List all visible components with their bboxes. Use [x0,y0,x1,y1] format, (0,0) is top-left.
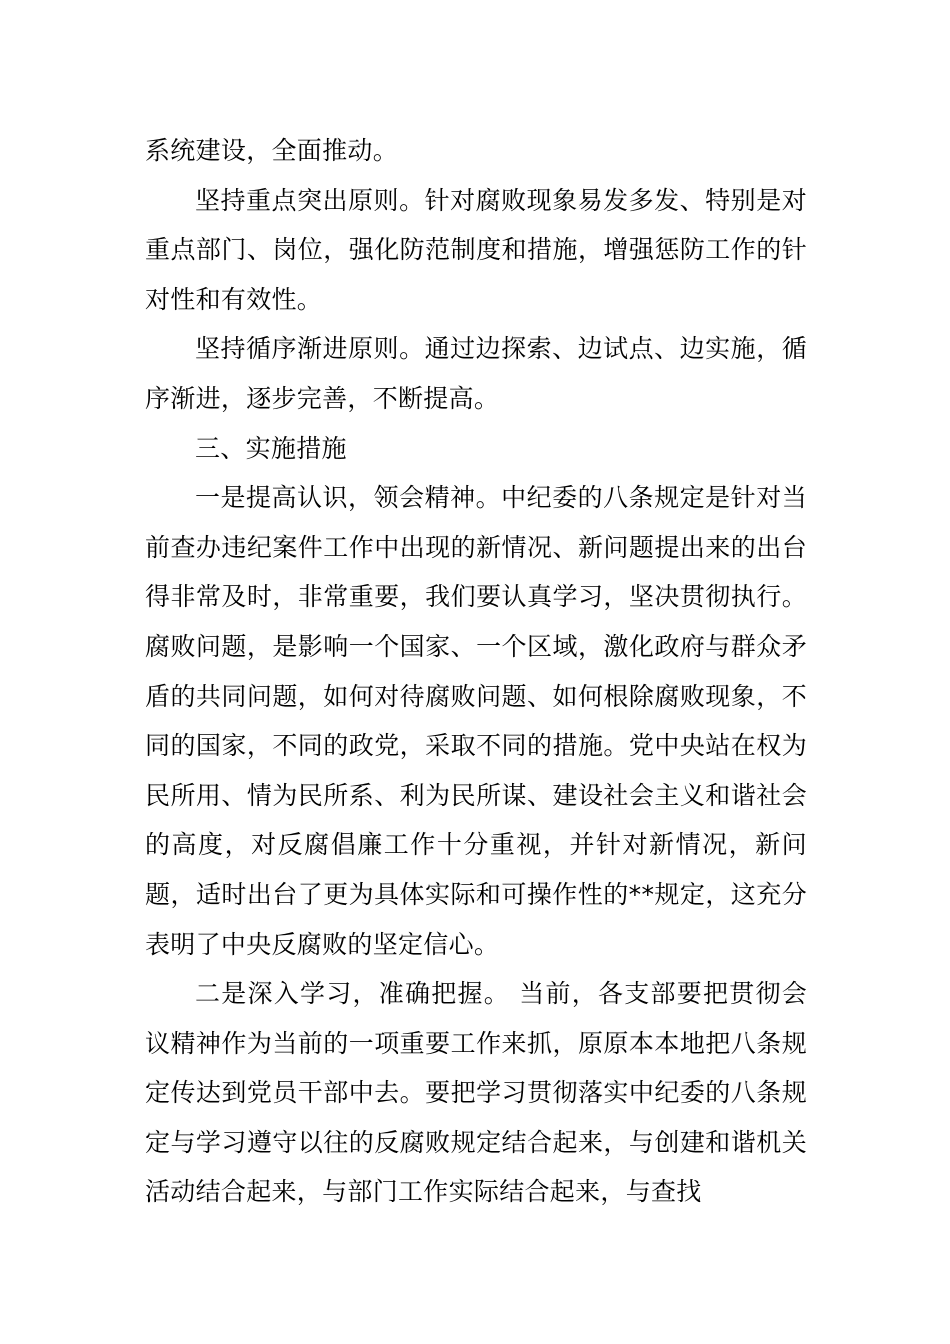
section-heading: 三、实施措施 [195,433,347,463]
paragraph-2: 坚持重点突出原则。针对腐败现象易发多发、特别是对重点部门、岗位，强化防范制度和措施，增强惩防工作的针对性和有效性。 [145,185,807,314]
paragraph-1: 系统建设，全面推动。 [145,136,399,165]
paragraph-3: 坚持循序渐进原则。通过边探索、边试点、边实施，循序渐进，逐步完善，不断提高。 [145,334,807,413]
document-body [145,126,807,1217]
paragraph-5: 二是深入学习，准确把握。 当前，各支部要把贯彻会议精神作为当前的一项重要工作来抓，原原本本地把八条规定传达到党员干部中去。要把学习贯彻落实中纪委的八条规定与学习遵守以往的反腐败规定结合起来，与创建和谐机关活动结合起来，与部门工作实际结合起来，与查找 [145,979,807,1207]
paragraph-4: 一是提高认识，领会精神。中纪委的八条规定是针对当前查办违纪案件工作中出现的新情况、新问题提出来的出台得非常及时，非常重要，我们要认真学习，坚决贯彻执行。腐败问题，是影响一个国家、一个区域，激化政府与群众矛盾的共同问题，如何对待腐败问题、如何根除腐败现象，不同的国家，不同的政党，采取不同的措施。党中央站在权为民所用、情为民所系、利为民所谋、建设社会主义和谐社会的高度，对反腐倡廉工作十分重视，并针对新情况，新问题，适时出台了更为具体实际和可操作性的**规定，这充分表明了中央反腐败的坚定信心。 [145,483,807,959]
